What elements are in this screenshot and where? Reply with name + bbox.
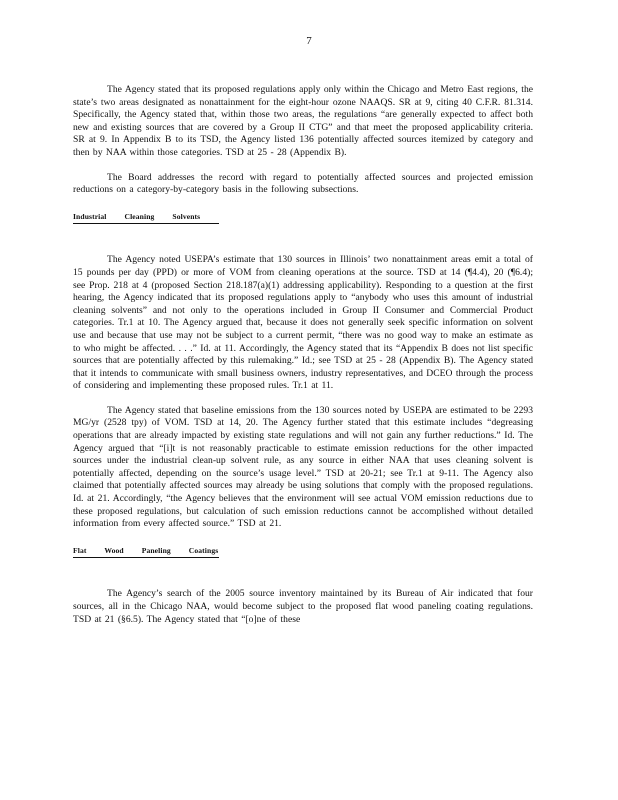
paragraph: The Agency’s search of the 2005 source inventory maintained by its Bureau of Air indicated that four sources, all in the Chicago NAA, would become subject to the proposed flat wood paneling coating regulations. TSD at 21 (§6.5). The Agency stated that “[o]ne of these	[73, 588, 533, 625]
paragraph: The Agency noted USEPA’s estimate that 130 sources in Illinois’ two nonattainment areas emit a total of 15 pounds per day (PPD) or more of VOM from cleaning operations at the source. TSD at 14 (¶4.4), 20 (¶6.4); see Prop. 218 at 4 (proposed Section 218.187(a)(1) addressing applicability). Responding to a question at the first hearing, the Agency indicated that its proposed regulations apply to “anybody who uses this amount of industrial cleaning solvents” and not only to the operations included in Group II Consumer and Commercial Product categories. Tr.1 at 10. The Agency argued that, because it does not generally seek specific information on solvent use and because that use may not be subject to a current permit, “there was no good way to make an estimate as to who might be affected. . . .” Id. at 11. Accordingly, the Agency stated that its “Appendix B does not list specific sources that are potentially affected by this rulemaking.” Id.; see TSD at 25 - 28 (Appendix B). The Agency stated that it intends to communicate with small business owners, industry representatives, and DCEO through the process of considering and implementing these proposed rules. Tr.1 at 11.	[73, 254, 533, 392]
page-number: 7	[306, 35, 312, 47]
paragraph: The Agency stated that baseline emissions from the 130 sources noted by USEPA are estimated to be 2293 MG/yr (2528 tpy) of VOM. TSD at 14, 20. The Agency further stated that this estimate includes “degreasing operations that are already impacted by existing state regulations and will not gain any further reductions.” Id. The Agency argued that “[i]t is not reasonably practicable to estimate emission reductions for the other impacted sources under the industrial clean-up solvent rule, as any source in either NAA that uses cleaning solvent is potentially affected, depending on the source’s usage level.” TSD at 20-21; see Tr.1 at 9-11. The Agency also claimed that potentially affected sources may already be using solutions that comply with the proposed regulations. Id. at 21. Accordingly, “the Agency believes that the environment will see actual VOM emission reductions due to these proposed regulations, but calculation of such emission reductions cannot be accomplished without detailed information from every affected source.” TSD at 21.	[73, 404, 533, 530]
document-body	[73, 84, 533, 638]
paragraph: The Agency stated that its proposed regulations apply only within the Chicago and Metro East regions, the state’s two areas designated as nonattainment for the eight-hour ozone NAAQS. SR at 9, citing 40 C.F.R. 81.314. Specifically, the Agency stated that, within those two areas, the regulations “are generally expected to affect both new and existing sources that are covered by a Group II CTG” and that meet the proposed applicability criteria. SR at 9. In Appendix B to its TSD, the Agency listed 136 potentially affected sources itemized by category and then by NAA within those categories. TSD at 25 - 28 (Appendix B).	[73, 84, 533, 158]
section-heading: Flat Wood Paneling Coatings	[73, 545, 219, 559]
paragraph: The Board addresses the record with regard to potentially affected sources and projected emission reductions on a category-by-category basis in the following subsections.	[73, 171, 533, 196]
section-heading: Industrial Cleaning Solvents	[73, 211, 219, 225]
